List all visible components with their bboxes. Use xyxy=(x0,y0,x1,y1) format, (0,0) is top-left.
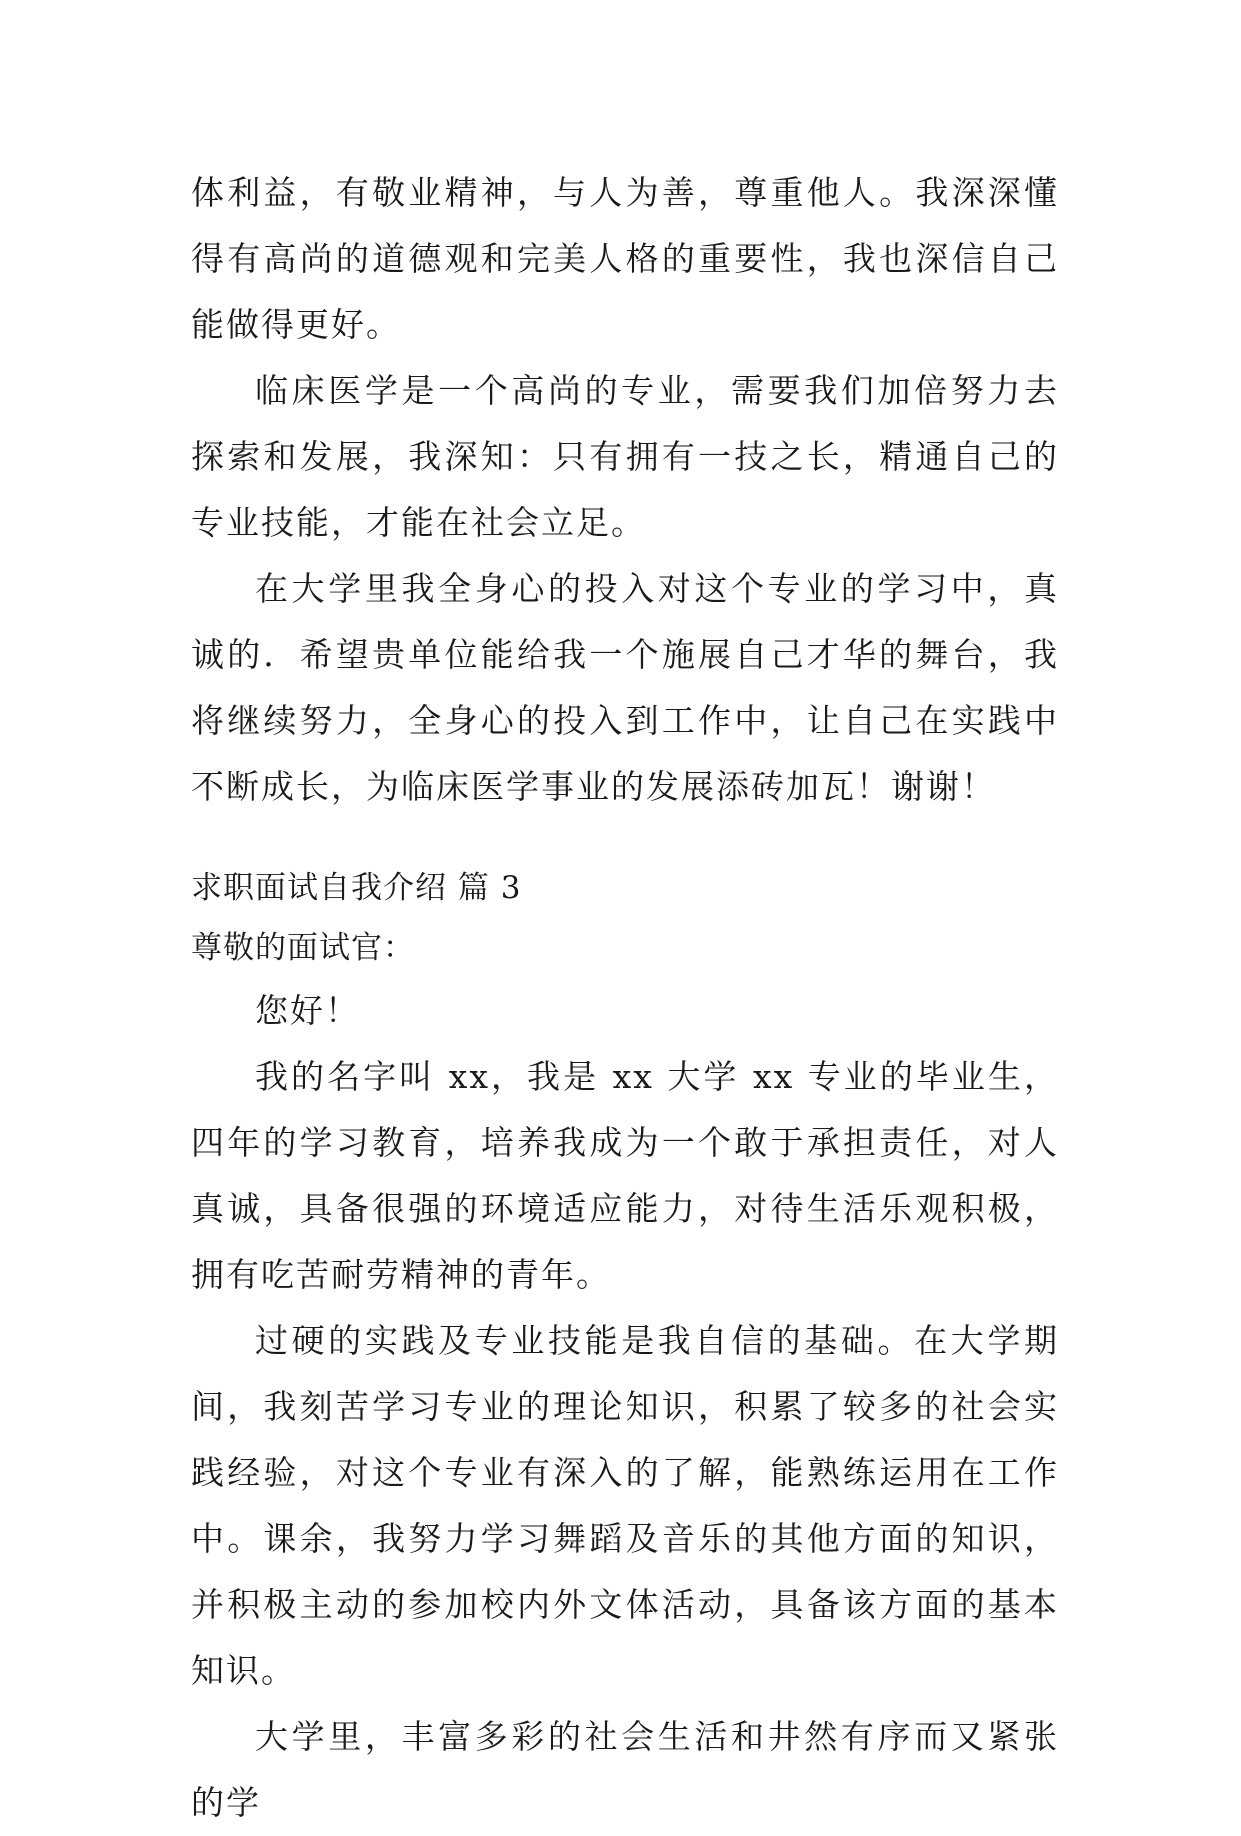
paragraph-university-study: 在大学里我全身心的投入对这个专业的学习中，真诚的．希望贵单位能给我一个施展自己才华的舞台，我将继续努力，全身心的投入到工作中，让自己在实践中不断成长，为临床医学事业的发展添砖加瓦！谢谢！ xyxy=(191,569,1059,806)
paragraph-continuation: 体利益，有敬业精神，与人为善，尊重他人。我深深懂得有高尚的道德观和完美人格的重要性，我也深信自己能做得更好。 xyxy=(191,173,1059,344)
paragraph-clinical-medicine: 临床医学是一个高尚的专业，需要我们加倍努力去探索和发展，我深知：只有拥有一技之长，精通自己的专业技能，才能在社会立足。 xyxy=(191,371,1059,542)
greeting: 您好！ xyxy=(255,991,360,1030)
document-page xyxy=(191,160,1059,1836)
paragraph-university-life: 大学里，丰富多彩的社会生活和井然有序而又紧张的学 xyxy=(191,1717,1059,1822)
paragraph-professional-skills: 过硬的实践及专业技能是我自信的基础。在大学期间，我刻苦学习专业的理论知识，积累了较多的社会实践经验，对这个专业有深入的了解，能熟练运用在工作中。课余，我努力学习舞蹈及音乐的其他方面的知识，并积极主动的参加校内外文体活动，具备该方面的基本知识。 xyxy=(191,1321,1059,1690)
section-heading: 求职面试自我介绍 篇 3 xyxy=(191,870,522,906)
salutation: 尊敬的面试官： xyxy=(191,930,415,966)
paragraph-self-introduction: 我的名字叫 xx，我是 xx 大学 xx 专业的毕业生，四年的学习教育，培养我成为一个敢于承担责任，对人真诚，具备很强的环境适应能力，对待生活乐观积极，拥有吃苦耐劳精神的青年。 xyxy=(191,1057,1059,1294)
